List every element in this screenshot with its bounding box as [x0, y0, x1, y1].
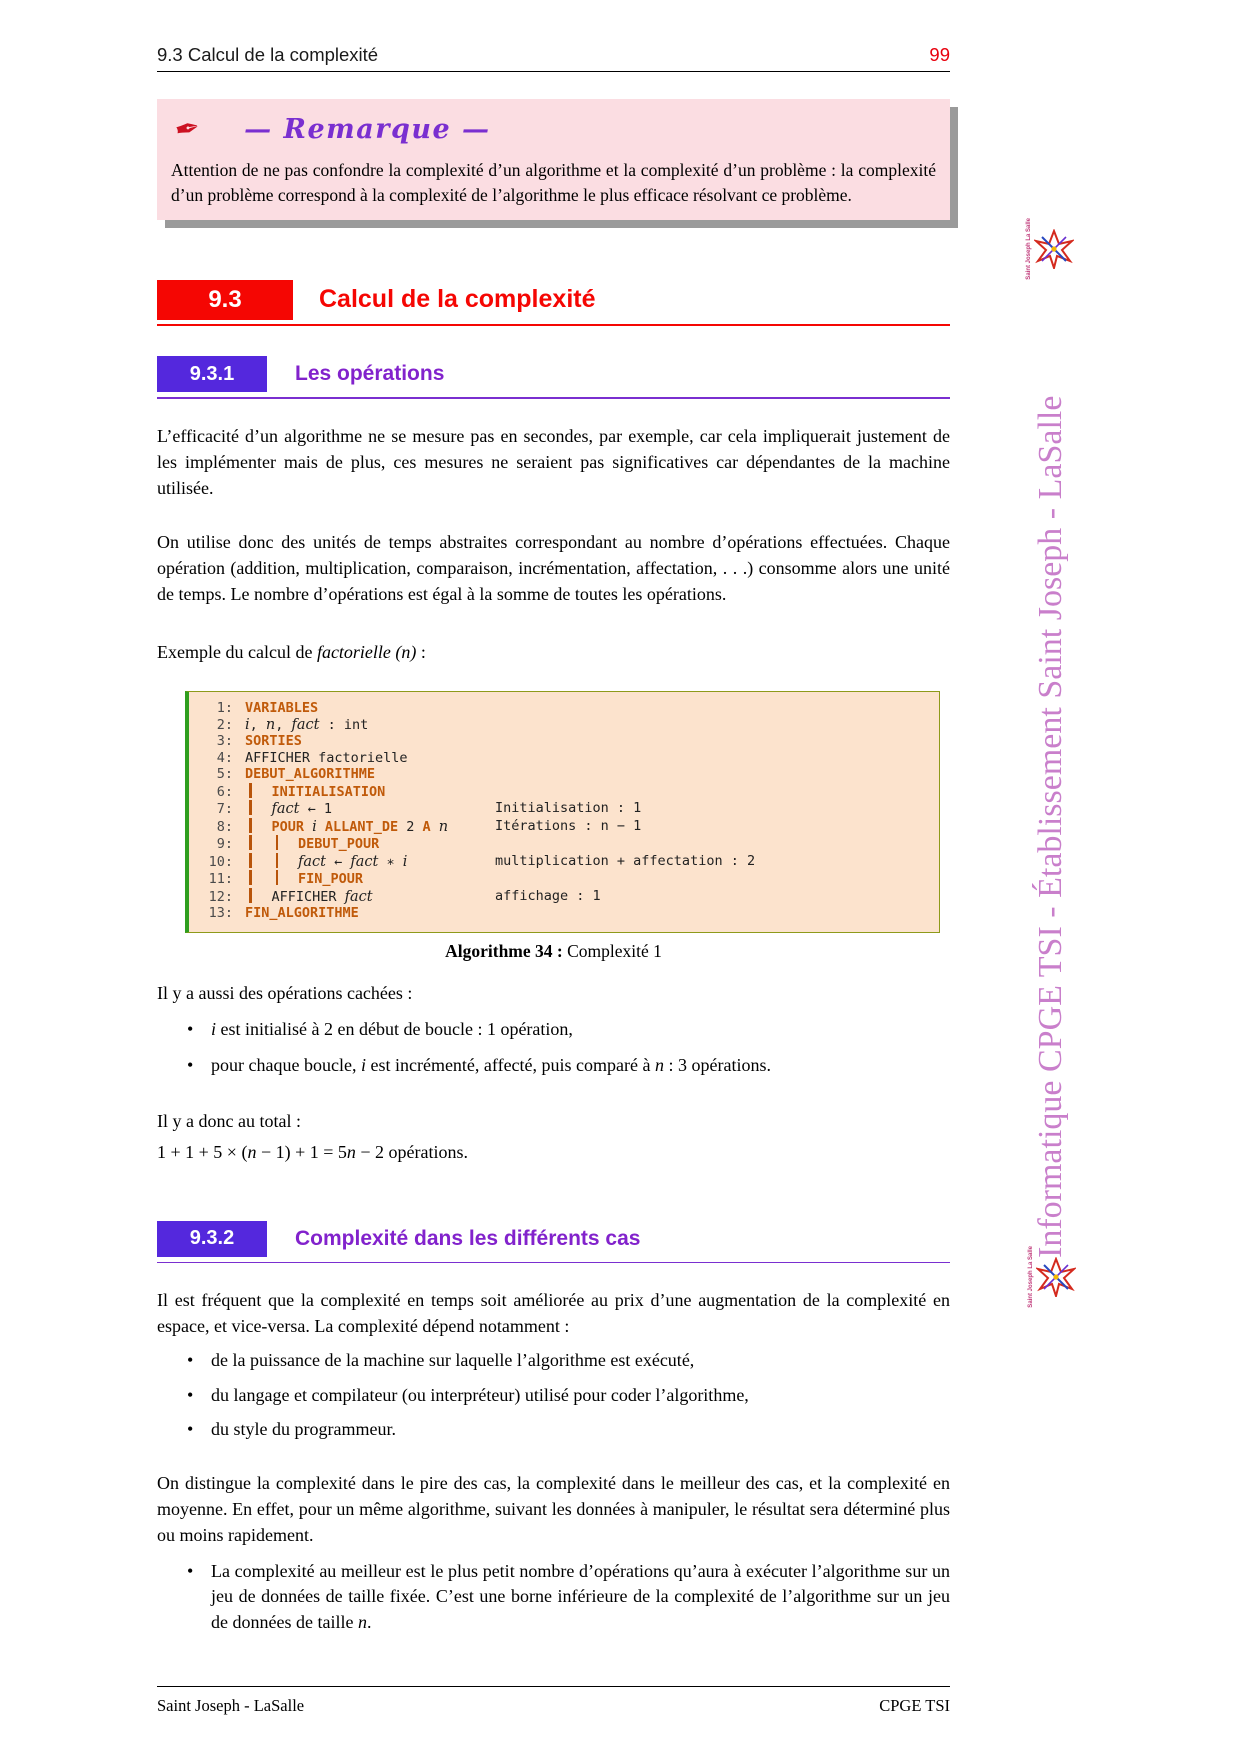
subsection-title: Les opérations: [295, 362, 445, 386]
text-segment: fact: [271, 801, 300, 818]
star-icon: [1034, 229, 1074, 269]
paragraph: On utilise donc des unités de temps abstraites correspondant au nombre d’opérations effectuées. Chaque opération (addition, multiplication, comparaison, incrémentation, affectation, . . .) consomme alors une unité de temps. Le nombre d’opérations est égal à la somme de toutes les opérations.: [157, 532, 950, 605]
bullet-text: [211, 1559, 950, 1635]
logo-text: Saint Joseph La Salle: [1028, 1246, 1034, 1308]
line-number: 5:: [216, 766, 233, 783]
text-segment: Exemple du calcul de: [157, 642, 317, 663]
list-item: [157, 1383, 950, 1408]
text-segment: :: [416, 642, 426, 663]
line-number: 11:: [208, 871, 233, 888]
line-number: 10:: [208, 853, 233, 870]
algorithm-line: [195, 853, 929, 871]
text-segment: fact: [344, 888, 373, 905]
line-number: 1:: [216, 700, 233, 717]
caption-text: Complexité 1: [562, 940, 662, 961]
text-segment: i: [211, 1019, 217, 1040]
bullet-icon: •: [187, 1561, 194, 1582]
text-segment: factorielle (n): [316, 642, 417, 663]
text-segment: pour chaque boucle,: [211, 1055, 361, 1076]
algorithm-line: [195, 750, 929, 767]
pen-icon: ✒: [171, 110, 204, 148]
line-number: 6:: [216, 783, 233, 800]
example-intro: [157, 639, 950, 665]
bullet-icon: •: [187, 1350, 194, 1371]
algorithm-comment: multiplication + affectation : 2: [495, 852, 756, 869]
text-segment: n: [438, 818, 449, 835]
best-case-list: [157, 1559, 950, 1635]
algorithm-line: [195, 888, 929, 906]
text-segment: fact: [291, 716, 320, 733]
subsection-title: Complexité dans les différents cas: [295, 1226, 641, 1250]
indent-guide: [276, 870, 279, 885]
hidden-ops-intro: Il y a aussi des opérations cachées :: [157, 982, 413, 1003]
total-formula: [157, 1139, 950, 1165]
algorithm-line: [195, 800, 929, 818]
algorithm-line: [195, 766, 929, 783]
star-icon: [1036, 1257, 1076, 1297]
text-segment: FIN_ALGORITHME: [245, 905, 359, 922]
remark-body: Attention de ne pas confondre la complexité d’un algorithme et la complexité d’un problème : la complexité d’un problème correspond à la complexité de l’algorithme le plus efficace résolvant ce problème.: [171, 160, 936, 205]
text-segment: n: [346, 1141, 356, 1162]
list-item: [157, 1417, 950, 1442]
bullet-text: de la puissance de la machine sur laquelle l’algorithme est exécuté,: [211, 1350, 695, 1371]
list-item: [157, 1348, 950, 1373]
bullet-icon: •: [187, 1055, 194, 1076]
text-segment: ←: [325, 853, 351, 870]
page-number: 99: [929, 44, 950, 65]
text-segment: − 1) + 1 = 5: [256, 1141, 347, 1162]
algorithm-line: [195, 905, 929, 922]
algorithm-line: [195, 733, 929, 750]
text-segment: [317, 819, 325, 835]
list-item: [157, 1017, 950, 1042]
complexity-factors-list: [157, 1348, 950, 1442]
indent-guide: [249, 835, 252, 850]
text-segment: .: [366, 1611, 372, 1632]
algorithm-box: [185, 691, 940, 933]
algorithm-comment: Itérations : n − 1: [495, 817, 642, 834]
section-rule: [157, 324, 950, 327]
text-segment: : int: [319, 716, 369, 733]
school-logo: [1028, 1246, 1076, 1308]
school-logo: [1026, 218, 1074, 280]
algorithm-caption: [157, 941, 950, 962]
content-column: [157, 0, 950, 1635]
algorithm-comment: affichage : 1: [495, 887, 601, 904]
list-item: [157, 1559, 950, 1635]
caption-label: Algorithme 34 :: [445, 940, 563, 961]
paragraph: Il est fréquent que la complexité en temps soit améliorée au prix d’une augmentation de la complexité en espace, et vice-versa. La complexité dépend notamment :: [157, 1290, 950, 1337]
line-number: 7:: [216, 801, 233, 818]
text-segment: ,: [249, 716, 266, 733]
text-segment: ← 1: [299, 801, 332, 818]
text-segment: ALLANT_DE: [324, 818, 399, 835]
text-segment: est initialisé à 2 en début de boucle : 1 opération,: [216, 1019, 573, 1040]
text-segment: n: [247, 1141, 257, 1162]
text-segment: INITIALISATION: [271, 783, 386, 800]
text-segment: [431, 819, 439, 835]
remark-title: — Remarque —: [244, 113, 491, 145]
list-item: [157, 1053, 950, 1078]
remark-header: [171, 107, 936, 151]
text-segment: DEBUT_ALGORITHME: [245, 766, 376, 783]
algorithm-line: [195, 818, 929, 836]
indent-guide: [249, 888, 252, 903]
line-number: 13:: [208, 905, 233, 922]
text-segment: i: [312, 818, 317, 835]
remark-box: [157, 99, 950, 220]
header-section-title: 9.3 Calcul de la complexité: [157, 44, 379, 65]
text-segment: AFFICHER factorielle: [245, 749, 408, 766]
text-segment: i: [245, 716, 250, 733]
subsection-number-badge: 9.3.1: [157, 356, 267, 392]
text-segment: − 2 opérations.: [355, 1141, 469, 1162]
line-number: 8:: [216, 818, 233, 835]
algorithm-line: [195, 835, 929, 853]
footer-left: Saint Joseph - LaSalle: [157, 1696, 305, 1715]
text-segment: 1 + 1 + 5 × (: [157, 1141, 248, 1162]
text-segment: fact: [350, 853, 379, 870]
text-segment: n: [655, 1055, 664, 1076]
subsection-rule: [157, 1262, 950, 1264]
algorithm-line: [195, 870, 929, 888]
text-segment: FIN_POUR: [298, 871, 364, 888]
section-number-badge: 9.3: [157, 280, 293, 320]
text-segment: A: [422, 818, 431, 835]
text-segment: : 3 opérations.: [664, 1055, 771, 1076]
algorithm-line: [195, 783, 929, 801]
page-footer: [157, 1686, 950, 1716]
line-number: 12:: [208, 888, 233, 905]
text-segment: ∗: [378, 853, 403, 870]
text-segment: SORTIES: [245, 733, 302, 750]
logo-text: Saint Joseph La Salle: [1026, 218, 1032, 280]
section-title: Calcul de la complexité: [319, 285, 596, 314]
algorithm-comment: Initialisation : 1: [495, 800, 642, 817]
text-segment: VARIABLES: [245, 700, 319, 717]
text-segment: POUR: [271, 818, 313, 835]
algorithm-line: [195, 717, 929, 734]
line-number: 2:: [216, 716, 233, 733]
text-segment: n: [357, 1611, 367, 1632]
text-segment: fact: [298, 853, 326, 870]
line-number: 3:: [216, 733, 233, 750]
bullet-icon: •: [187, 1418, 194, 1439]
bullet-text: [211, 1053, 950, 1078]
text-segment: DEBUT_POUR: [298, 836, 380, 853]
text-segment: ,: [275, 716, 292, 733]
subsection-banner-931: [157, 356, 950, 392]
bullet-text: [211, 1017, 950, 1042]
total-intro: Il y a donc au total :: [157, 1111, 301, 1132]
line-number: 9:: [216, 836, 233, 853]
text-segment: i: [402, 853, 408, 870]
paragraph: On distingue la complexité dans le pire des cas, la complexité dans le meilleur des cas, et la complexité en moyenne. En effet, pour un même algorithme, suivant les données à manipuler, le résultat sera déterminé plus ou moins rapidement.: [157, 1472, 950, 1546]
indent-guide: [249, 818, 252, 833]
subsection-banner-932: [157, 1221, 950, 1257]
subsection-number-badge: 9.3.2: [157, 1221, 267, 1257]
indent-guide: [249, 800, 252, 815]
indent-guide: [249, 853, 252, 868]
bullet-text: du style du programmeur.: [211, 1418, 396, 1439]
indent-guide: [276, 835, 279, 850]
algorithm-lines: [195, 700, 929, 922]
line-number: 4:: [216, 749, 233, 766]
bullet-icon: •: [187, 1384, 194, 1405]
algorithm-line: [195, 700, 929, 717]
text-segment: AFFICHER: [271, 888, 345, 905]
text-segment: n: [265, 716, 276, 733]
bullet-icon: •: [187, 1019, 194, 1040]
text-segment: 2: [398, 818, 423, 835]
indent-guide: [249, 870, 252, 885]
footer-right: CPGE TSI: [879, 1696, 950, 1715]
margin-vertical-text: Informatique CPGE TSI - Établissement Saint Joseph - LaSalle: [1032, 395, 1069, 1258]
indent-guide: [276, 853, 279, 868]
text-segment: i: [360, 1055, 366, 1076]
subsection-rule: [157, 397, 950, 399]
indent-guide: [249, 783, 252, 798]
section-banner: [157, 280, 950, 320]
page-header: [157, 44, 950, 72]
text-segment: La complexité au meilleur est le plus petit nombre d’opérations qu’aura à exécuter l’algorithme sur un jeu de données de taille fixée. C’est une borne inférieure de la complexité de l’algorithme sur un jeu de données de taille: [211, 1561, 950, 1632]
paragraph: L’efficacité d’un algorithme ne se mesure pas en secondes, par exemple, car cela impliquerait justement de les implémenter mais de plus, ces mesures ne seraient pas significatives car dépendantes de la machine utilisée.: [157, 425, 950, 498]
bullet-text: du langage et compilateur (ou interpréteur) utilisé pour coder l’algorithme,: [211, 1384, 749, 1405]
hidden-operations-list: [157, 1017, 950, 1078]
text-segment: est incrémenté, affecté, puis comparé à: [365, 1055, 655, 1076]
